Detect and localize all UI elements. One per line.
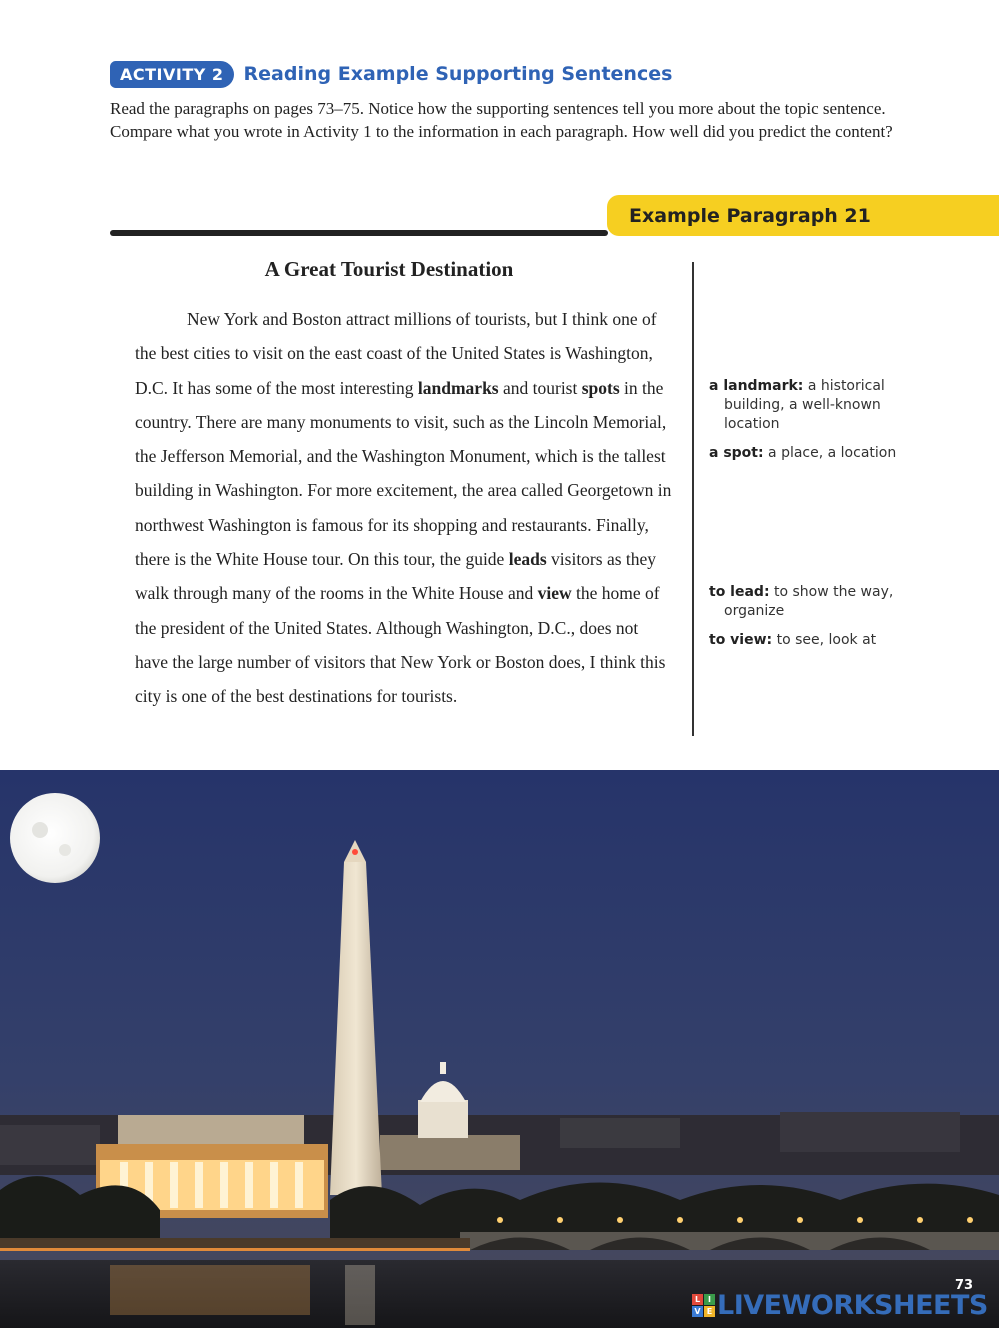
glossary-term: to lead: bbox=[709, 584, 770, 600]
activity-header bbox=[110, 60, 672, 88]
vocab-view: view bbox=[537, 583, 572, 604]
glossary-definition: a historical building, a well-known location bbox=[724, 378, 885, 432]
vocab-leads: leads bbox=[508, 549, 547, 570]
vocab-landmarks: landmarks bbox=[417, 377, 499, 398]
glossary-definition: to show the way, organize bbox=[724, 584, 894, 619]
logo-letter: I bbox=[704, 1294, 715, 1305]
paragraph-text: the home of the president of the United States. Although Washington, D.C., does not have the large number of visitors that New York or Boston does, I think this city is one of the best destinations for tourists. bbox=[135, 583, 666, 707]
liveworksheets-watermark bbox=[692, 1288, 988, 1322]
washington-night-photo bbox=[0, 770, 999, 1328]
glossary-definition: to see, look at bbox=[772, 632, 877, 648]
page-number: 73 bbox=[955, 1278, 974, 1293]
section-rule bbox=[110, 230, 608, 236]
glossary-view bbox=[709, 631, 914, 650]
logo-letter: E bbox=[704, 1306, 715, 1317]
paragraph-text: and tourist bbox=[498, 377, 582, 398]
glossary-term: a spot: bbox=[709, 445, 764, 461]
glossary-spot bbox=[709, 444, 914, 463]
margin-divider bbox=[692, 262, 694, 736]
activity-title: Reading Example Supporting Sentences bbox=[243, 63, 673, 85]
activity-badge: ACTIVITY 2 bbox=[110, 61, 234, 88]
paragraph-text: New York and Boston attract millions of tourists, but I think one of the best cities to visit on the east coast of the United States is Washington, D.C. It has some of the most interesting bbox=[135, 309, 657, 398]
vocab-spots: spots bbox=[581, 377, 620, 398]
logo-letter: L bbox=[692, 1294, 703, 1305]
activity-instructions: Read the paragraphs on pages 73–75. Notice how the supporting sentences tell you more about the topic sentence. Compare what you wrote in Activity 1 to the information in each paragraph. How well did you predict the content? bbox=[110, 99, 893, 141]
washington-skyline-illustration bbox=[0, 770, 999, 1328]
liveworksheets-logo-icon bbox=[692, 1294, 715, 1317]
paragraph-text: visitors as they walk through many of the rooms in the White House and bbox=[135, 549, 657, 604]
paragraph-title: A Great Tourist Destination bbox=[264, 257, 514, 281]
glossary-term: a landmark: bbox=[709, 378, 804, 394]
moon bbox=[10, 793, 100, 883]
glossary-landmark bbox=[709, 377, 914, 434]
example-paragraph-label: Example Paragraph 21 bbox=[629, 204, 871, 227]
glossary-definition: a place, a location bbox=[763, 445, 897, 461]
glossary-term: to view: bbox=[709, 632, 773, 648]
glossary-lead bbox=[709, 583, 909, 621]
paragraph-text: in the country. There are many monuments to visit, such as the Lincoln Memorial, the Jefferson Memorial, and the Washington Monument, which is the tallest building in Washington. For more excitement, the area called Georgetown in northwest Washington is famous for its shopping and restaurants. Finally, there is the White House tour. On this tour, the guide bbox=[135, 377, 672, 570]
watermark-text: LIVEWORKSHEETS bbox=[717, 1289, 988, 1321]
example-paragraph-tab bbox=[607, 195, 999, 236]
logo-letter: V bbox=[692, 1306, 703, 1317]
example-paragraph bbox=[135, 302, 675, 714]
